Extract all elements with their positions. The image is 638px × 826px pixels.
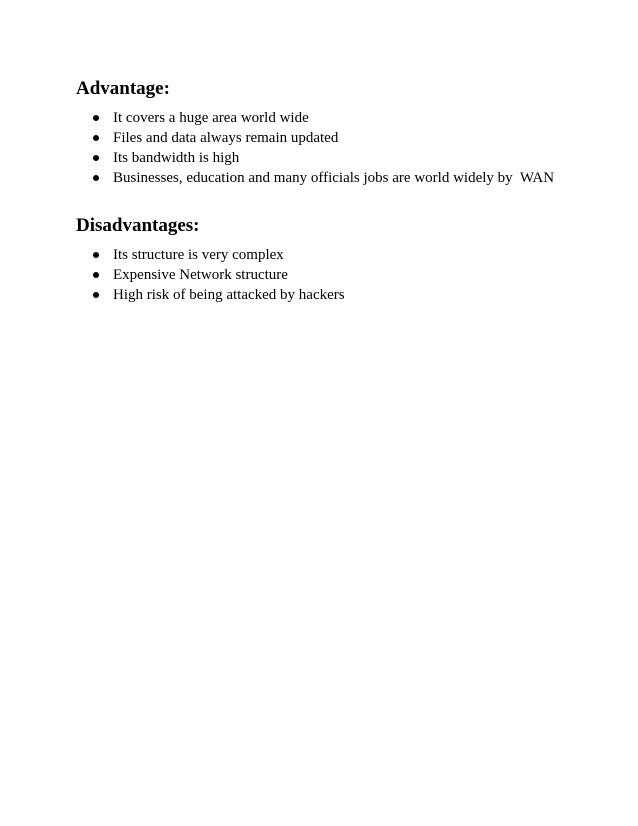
disadvantages-heading: Disadvantages:: [76, 215, 200, 236]
list-item: [76, 168, 596, 188]
list-item-text: Its bandwidth is high: [113, 150, 240, 166]
list-item: [76, 148, 596, 168]
list-item: [76, 265, 596, 285]
list-item-text: Expensive Network structure: [113, 267, 288, 283]
advantages-section: [76, 78, 596, 188]
disadvantages-section: [76, 215, 596, 305]
bullet-icon: [93, 292, 99, 298]
bullet-icon: [93, 115, 99, 121]
list-item: [76, 108, 596, 128]
advantages-list: [76, 108, 596, 188]
bullet-icon: [93, 272, 99, 278]
list-item-text: Its structure is very complex: [113, 247, 284, 263]
list-item: [76, 245, 596, 265]
advantages-heading: Advantage:: [76, 78, 170, 99]
bullet-icon: [93, 252, 99, 258]
list-item-text: Businesses, education and many officials jobs are world widely by WAN: [113, 170, 555, 186]
disadvantages-list: [76, 245, 596, 305]
bullet-icon: [93, 155, 99, 161]
list-item-text: High risk of being attacked by hackers: [113, 287, 345, 303]
list-item: [76, 285, 596, 305]
list-item: [76, 128, 596, 148]
list-item-text: It covers a huge area world wide: [113, 110, 309, 126]
bullet-icon: [93, 135, 99, 141]
bullet-icon: [93, 175, 99, 181]
list-item-text: Files and data always remain updated: [113, 130, 339, 146]
